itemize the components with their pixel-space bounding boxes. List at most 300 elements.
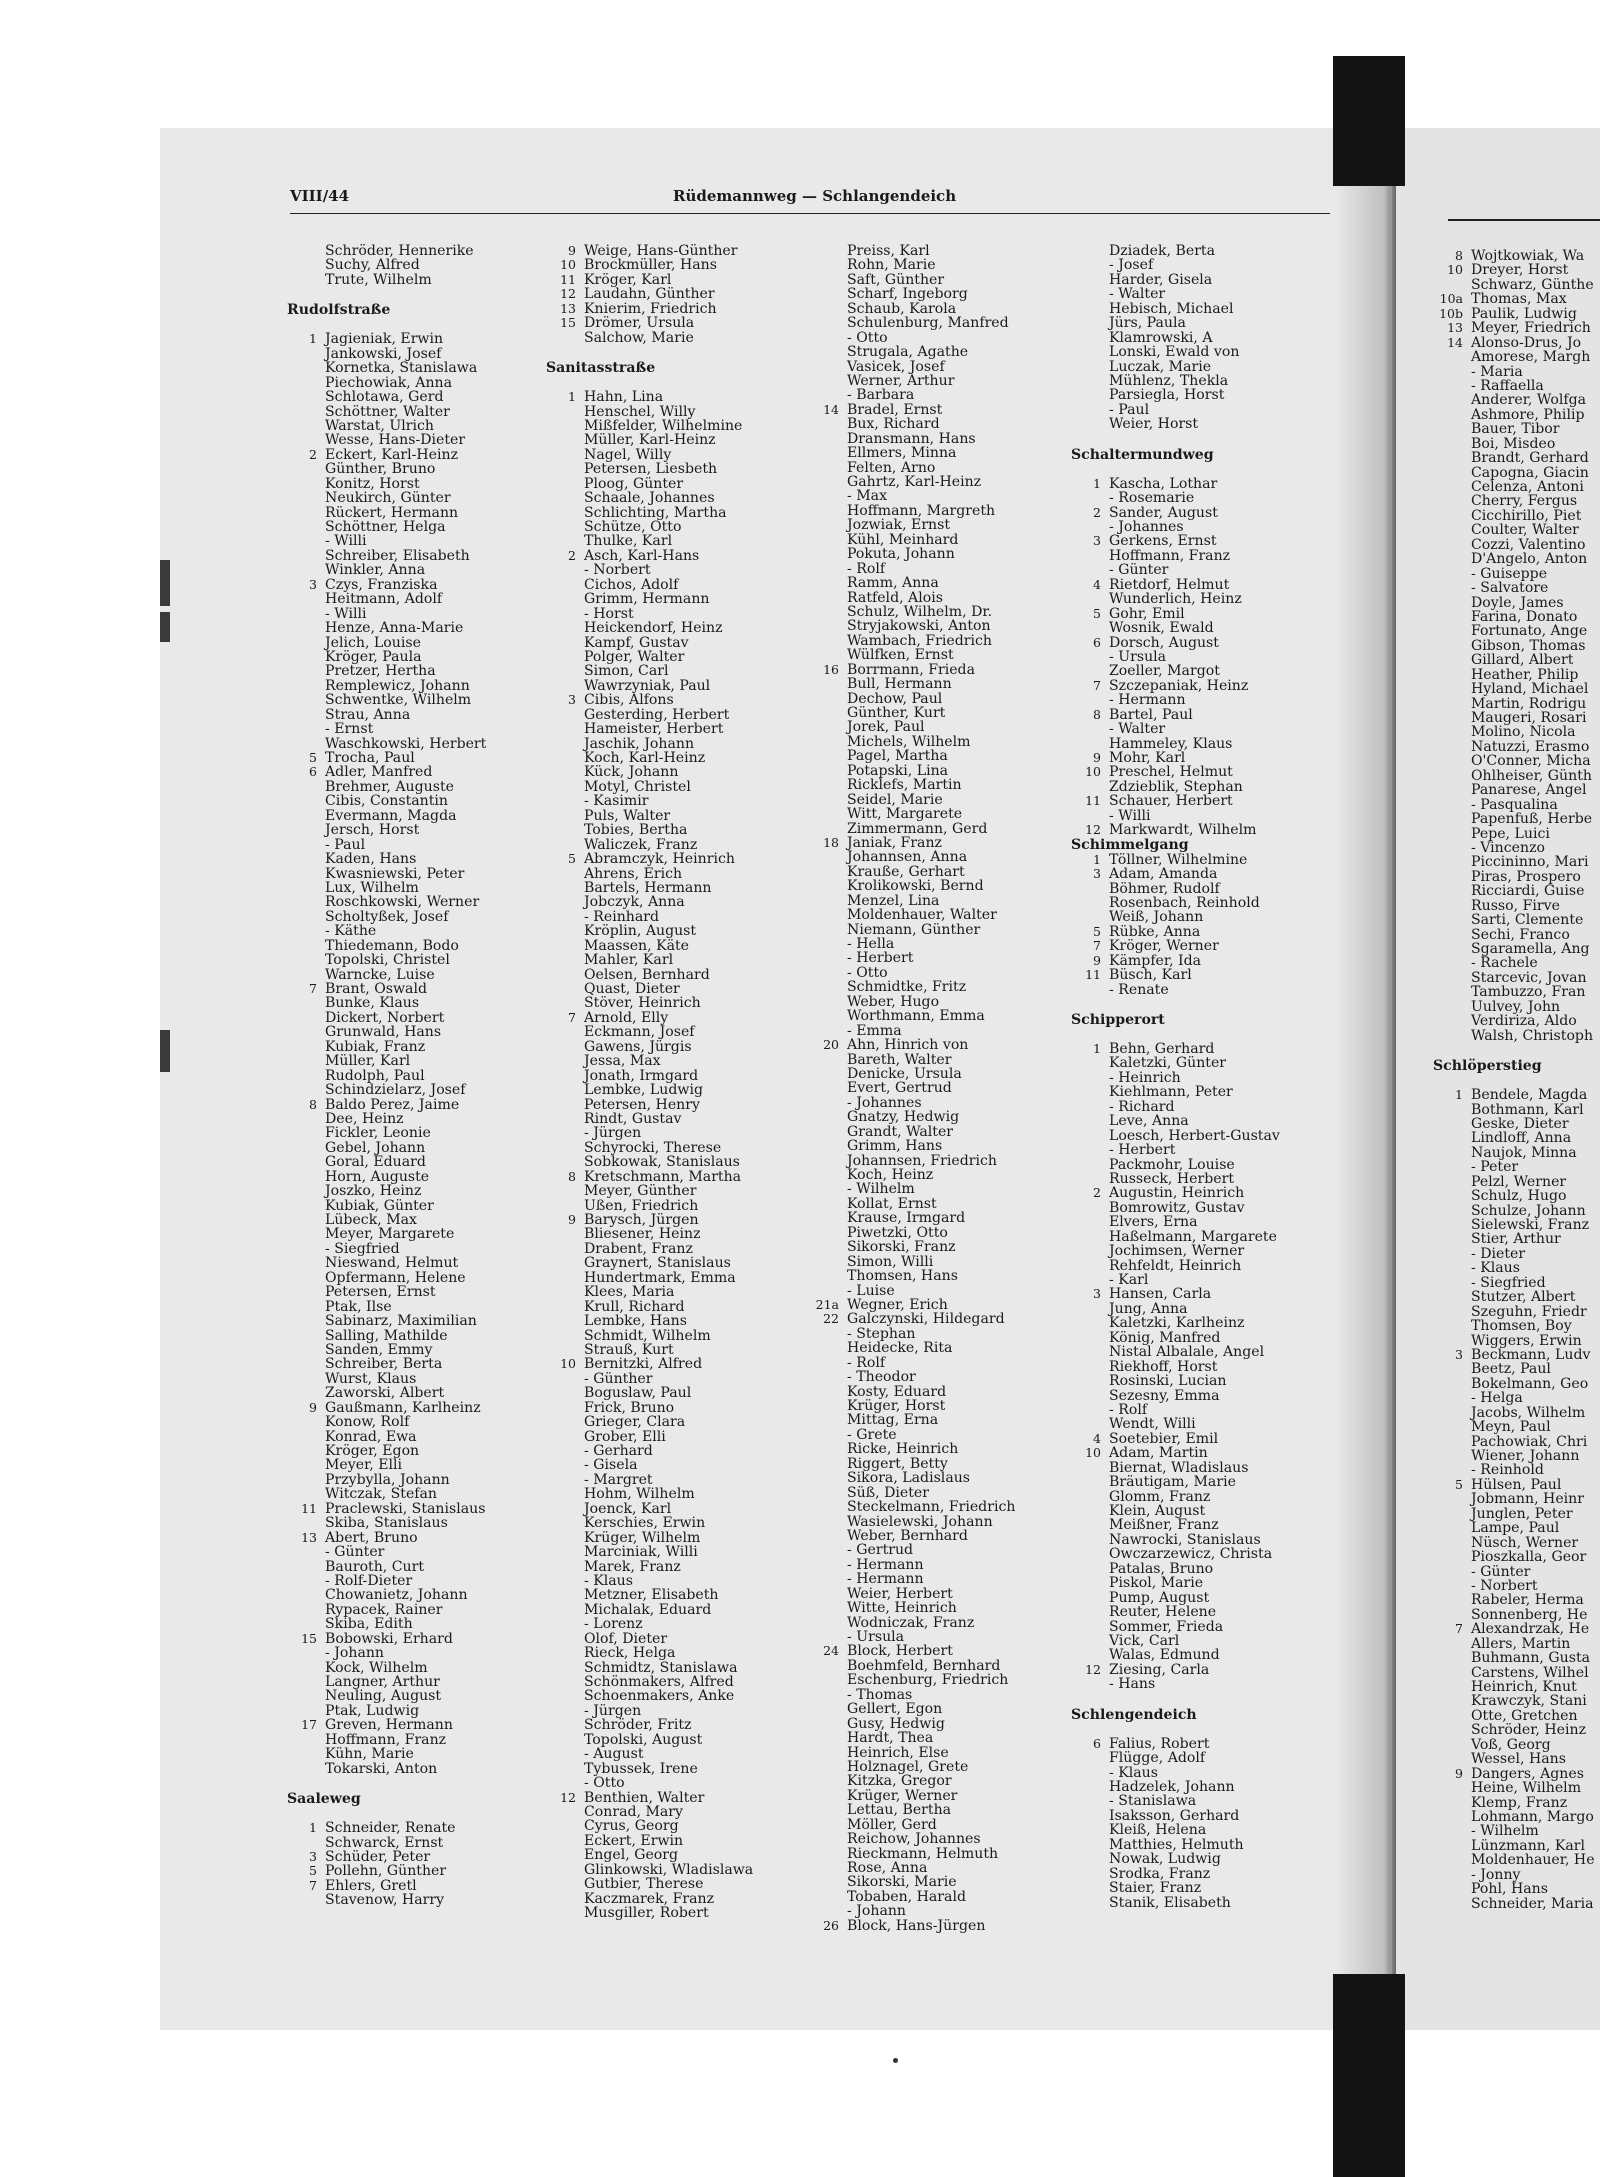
resident-entry: [546, 721, 724, 738]
resident-name: - Johann: [325, 1645, 385, 1662]
resident-entry: [546, 1053, 661, 1070]
resident-entry: [1071, 677, 1249, 694]
resident-entry: [287, 1154, 426, 1171]
resident-entry: [1071, 793, 1233, 810]
resident-name: Laudahn, Günther: [584, 286, 715, 303]
resident-name: - Willi: [325, 533, 367, 550]
resident-name: Rypacek, Rainer: [325, 1601, 443, 1618]
resident-name: Wasielewski, Johann: [847, 1513, 993, 1530]
resident-name: Boguslaw, Paul: [584, 1385, 692, 1402]
resident-entry: [1433, 565, 1548, 582]
resident-name: - Josef: [1109, 257, 1154, 274]
resident-name: Schwarz, Günthe: [1471, 276, 1594, 293]
resident-name: Glinkowski, Wladislawa: [584, 1861, 754, 1878]
resident-name: Tybussek, Irene: [584, 1760, 698, 1777]
resident-name: Kerschies, Erwin: [584, 1515, 706, 1532]
resident-entry: [1433, 1664, 1589, 1681]
resident-entry: [287, 432, 466, 449]
resident-entry: [546, 966, 710, 983]
house-number: 1: [309, 331, 317, 347]
resident-entry: [546, 706, 730, 723]
resident-entry: [546, 533, 673, 550]
resident-entry: [1071, 403, 1214, 417]
resident-name: Felten, Arno: [847, 459, 936, 476]
house-number: 13: [1447, 320, 1463, 336]
resident-name: Suchy, Alfred: [325, 257, 420, 274]
resident-entry: [287, 706, 411, 723]
resident-entry: [1433, 1115, 1569, 1132]
resident-entry: [1433, 1707, 1578, 1724]
resident-name: Gesterding, Herbert: [584, 706, 730, 723]
resident-entry: [287, 519, 446, 535]
resident-name: Schmidt, Wilhelm: [584, 1327, 711, 1344]
resident-entry: [1071, 273, 1214, 287]
resident-name: Gutbier, Therese: [584, 1876, 704, 1893]
resident-name: Gellert, Egon: [847, 1701, 943, 1718]
resident-entry: [1433, 1868, 1542, 1882]
resident-entry: [1433, 406, 1585, 423]
resident-name: Piwetzki, Otto: [847, 1224, 948, 1241]
resident-name: Schauer, Herbert: [1109, 793, 1233, 810]
resident-name: - Hermann: [847, 1556, 924, 1573]
resident-name: Schröder, Heinz: [1471, 1722, 1586, 1739]
resident-name: Klemp, Franz: [1471, 1794, 1568, 1811]
resident-name: Piccininno, Mari: [1471, 854, 1589, 871]
resident-name: Block, Hans-Jürgen: [847, 1917, 986, 1934]
resident-name: Rehfeldt, Heinrich: [1109, 1257, 1242, 1274]
resident-name: - Rolf-Dieter: [325, 1572, 413, 1589]
resident-name: Dechow, Paul: [847, 690, 943, 707]
resident-name: Michalak, Eduard: [584, 1601, 712, 1618]
resident-name: Przybylla, Johann: [325, 1471, 450, 1488]
resident-entry: [1071, 663, 1220, 680]
resident-entry: [546, 243, 738, 259]
resident-name: Piskol, Marie: [1109, 1575, 1204, 1592]
resident-entry: [287, 257, 420, 274]
resident-name: Sikorski, Marie: [847, 1874, 957, 1891]
house-number: 4: [1093, 576, 1101, 592]
resident-name: - Kasimir: [584, 793, 649, 810]
resident-entry: [1433, 637, 1586, 654]
resident-entry: [1433, 1491, 1584, 1508]
house-number: 9: [1455, 1765, 1463, 1781]
resident-name: Petersen, Liesbeth: [584, 461, 718, 478]
resident-name: Zaworski, Albert: [325, 1385, 445, 1402]
resident-name: Scholtyßek, Josef: [325, 908, 449, 925]
resident-name: - Rolf: [847, 560, 886, 577]
resident-entry: [546, 475, 684, 492]
resident-name: Dee, Heinz: [325, 1110, 404, 1127]
resident-name: Glomm, Franz: [1109, 1488, 1211, 1505]
resident-entry: [1071, 954, 1214, 968]
resident-name: - Dieter: [1471, 1245, 1526, 1262]
resident-entry: [287, 764, 433, 781]
page-title: Rüdemannweg — Schlangendeich: [673, 187, 957, 205]
resident-name: Pioszkalla, Geor: [1471, 1549, 1587, 1566]
resident-name: - Günther: [584, 1370, 653, 1387]
resident-entry: [1071, 1504, 1214, 1518]
resident-entry: [287, 722, 390, 736]
house-number: 5: [309, 750, 317, 765]
edge-mark: [160, 612, 170, 642]
resident-name: Hoffmann, Franz: [1109, 547, 1231, 564]
resident-entry: [546, 1458, 655, 1472]
resident-name: Kröger, Werner: [1109, 938, 1219, 955]
resident-entry: [546, 1154, 740, 1171]
resident-entry: [1071, 344, 1240, 361]
house-number: 10: [1085, 764, 1101, 780]
resident-entry: [1433, 710, 1587, 726]
resident-name: Neukirch, Günter: [325, 490, 451, 507]
resident-name: Cichos, Adolf: [584, 576, 679, 593]
resident-entry: [1433, 1404, 1586, 1421]
resident-name: Gusy, Hedwig: [847, 1715, 945, 1732]
resident-entry: [1433, 681, 1589, 698]
resident-name: - Johann: [847, 1903, 907, 1920]
resident-name: Drabent, Franz: [584, 1240, 693, 1257]
resident-entry: [1071, 475, 1218, 492]
resident-name: - Emma: [847, 1022, 902, 1039]
house-number: 24: [823, 1643, 839, 1659]
resident-name: Preiss, Karl: [847, 243, 930, 259]
resident-entry: [287, 1125, 431, 1142]
resident-name: Asch, Karl-Hans: [584, 547, 700, 564]
resident-entry: [546, 995, 701, 1012]
resident-name: Kück, Johann: [584, 764, 679, 781]
resident-entry: [1433, 767, 1592, 784]
resident-entry: [1433, 580, 1549, 597]
resident-name: Voß, Georg: [1471, 1736, 1551, 1753]
resident-entry: [287, 1428, 417, 1445]
house-number: 5: [1093, 923, 1101, 939]
resident-entry: [546, 1500, 672, 1517]
resident-name: Horn, Auguste: [325, 1168, 430, 1185]
resident-name: Eckert, Karl-Heinz: [325, 446, 459, 463]
resident-entry: [1071, 1071, 1214, 1085]
resident-entry: [287, 692, 472, 709]
resident-name: Stryjakowski, Anton: [847, 618, 991, 635]
resident-entry: [287, 475, 420, 492]
resident-entry: [1433, 1837, 1585, 1854]
resident-name: Markwardt, Wilhelm: [1109, 822, 1257, 839]
resident-entry: [1071, 1751, 1214, 1765]
house-number: 1: [1093, 851, 1101, 867]
resident-name: Schulz, Wilhelm, Dr.: [847, 603, 993, 620]
resident-entry: [546, 865, 683, 882]
resident-entry: [546, 908, 660, 925]
house-number: 7: [568, 1009, 576, 1025]
resident-entry: [546, 1110, 682, 1127]
resident-entry: [546, 735, 695, 752]
resident-entry: [546, 1298, 685, 1315]
resident-entry: [287, 1110, 404, 1127]
resident-name: Beetz, Paul: [1471, 1361, 1551, 1378]
resident-entry: [287, 1572, 413, 1589]
resident-name: Kröger, Egon: [325, 1443, 420, 1459]
resident-name: Praclewski, Stanislaus: [325, 1500, 486, 1517]
house-number: 7: [1455, 1621, 1463, 1637]
resident-name: Schröder, Fritz: [584, 1717, 692, 1734]
resident-name: Bernitzki, Alfred: [584, 1356, 703, 1373]
resident-entry: [1433, 1231, 1561, 1248]
resident-entry: [1071, 1446, 1214, 1460]
resident-name: Paulik, Ludwig: [1471, 305, 1577, 322]
resident-name: - Theodor: [847, 1369, 916, 1386]
resident-name: Bauer, Tibor: [1471, 421, 1560, 438]
resident-entry: [1071, 1562, 1214, 1576]
resident-name: Krüger, Horst: [847, 1398, 946, 1414]
resident-name: Töllner, Wilhelmine: [1109, 851, 1248, 868]
resident-name: Günther, Bruno: [325, 461, 436, 478]
resident-name: Ziesing, Carla: [1109, 1661, 1210, 1678]
resident-name: Adam, Martin: [1109, 1445, 1208, 1462]
resident-entry: [287, 1587, 468, 1604]
resident-name: Schyrocki, Therese: [584, 1139, 722, 1156]
resident-name: - Norbert: [584, 562, 651, 579]
resident-entry: [287, 807, 457, 824]
resident-name: Sanden, Emmy: [325, 1341, 433, 1358]
resident-entry: [1071, 1459, 1249, 1476]
resident-entry: [287, 1834, 444, 1851]
resident-name: Cyrus, Georg: [584, 1818, 679, 1835]
resident-name: Lembke, Hans: [584, 1313, 687, 1330]
resident-name: Simon, Willi: [847, 1253, 934, 1270]
resident-entry: [287, 1702, 420, 1719]
resident-entry: [1071, 1185, 1245, 1202]
resident-name: Joenck, Karl: [584, 1500, 672, 1517]
resident-entry: [546, 1009, 669, 1026]
resident-name: Schröder, Hennerike: [325, 243, 474, 259]
resident-name: Soetebier, Emil: [1109, 1430, 1219, 1447]
resident-entry: [1433, 507, 1582, 524]
resident-entry: [546, 1645, 676, 1662]
resident-name: Gahrtz, Karl-Heinz: [847, 474, 982, 490]
resident-entry: [287, 1746, 414, 1763]
resident-name: - Paul: [325, 836, 366, 853]
resident-entry: [287, 1284, 436, 1301]
resident-entry: [1071, 693, 1214, 707]
resident-name: - Peter: [1471, 1159, 1519, 1176]
resident-entry: [546, 1240, 693, 1257]
resident-entry: [287, 389, 444, 406]
resident-name: Geske, Dieter: [1471, 1115, 1569, 1132]
resident-name: Haßelmann, Margarete: [1109, 1228, 1277, 1245]
resident-name: Dorsch, August: [1109, 634, 1219, 651]
resident-name: Borrmann, Frieda: [847, 661, 975, 678]
resident-name: Heinrich, Else: [847, 1744, 949, 1761]
resident-entry: [287, 1341, 433, 1358]
resident-name: Schulenburg, Manfred: [847, 315, 1009, 332]
resident-name: Krull, Richard: [584, 1298, 685, 1315]
resident-entry: [546, 271, 672, 288]
resident-name: - Walter: [1109, 721, 1166, 738]
resident-entry: [287, 1558, 425, 1575]
resident-entry: [287, 1646, 390, 1660]
resident-entry: [1433, 320, 1591, 337]
house-number: 10: [560, 257, 576, 273]
resident-entry: [287, 1240, 400, 1257]
resident-entry: [287, 1820, 456, 1837]
resident-name: Lampe, Paul: [1471, 1520, 1560, 1537]
resident-name: D'Angelo, Anton: [1471, 551, 1588, 568]
resident-name: Amorese, Margh: [1471, 349, 1591, 366]
resident-entry: [546, 300, 717, 317]
resident-name: Worthmann, Emma: [847, 1008, 985, 1025]
resident-name: Sikorski, Franz: [847, 1239, 956, 1256]
resident-name: Wiggers, Erwin: [1471, 1332, 1582, 1349]
resident-name: Dangers, Agnes: [1471, 1765, 1584, 1782]
resident-entry: [1071, 331, 1214, 345]
resident-name: Witt, Margarete: [847, 806, 963, 823]
resident-name: Lübeck, Max: [325, 1212, 417, 1228]
house-number: 10: [560, 1356, 576, 1372]
resident-entry: [1071, 1591, 1214, 1605]
resident-entry: [1433, 1217, 1590, 1233]
resident-name: Waliczek, Franz: [584, 836, 698, 853]
resident-name: Bux, Richard: [847, 416, 940, 433]
resident-entry: [287, 1760, 438, 1777]
resident-name: Hoffmann, Margreth: [847, 502, 996, 519]
resident-name: Ricciardi, Guise: [1471, 883, 1585, 900]
resident-entry: [287, 750, 415, 766]
resident-entry: [287, 1385, 445, 1402]
house-number: 1: [568, 389, 576, 405]
resident-entry: [1433, 522, 1579, 539]
resident-name: Jobmann, Heinr: [1471, 1491, 1584, 1508]
resident-entry: [546, 952, 674, 969]
resident-name: Hyland, Michael: [1471, 681, 1589, 698]
resident-name: - Helga: [1471, 1390, 1523, 1407]
resident-name: Warstat, Ulrich: [325, 417, 434, 434]
resident-entry: [546, 417, 743, 434]
resident-entry: [1433, 1794, 1568, 1811]
resident-name: Krawczyk, Stani: [1471, 1693, 1587, 1710]
house-number: 7: [1093, 938, 1101, 954]
resident-entry: [287, 1082, 466, 1099]
resident-name: Lohmann, Margo: [1471, 1808, 1594, 1825]
resident-entry: [287, 1255, 459, 1272]
resident-name: Pohl, Hans: [1471, 1881, 1548, 1898]
resident-name: Ahn, Hinrich von: [847, 1037, 969, 1054]
resident-entry: [1433, 392, 1587, 409]
resident-name: Henschel, Willy: [584, 403, 696, 420]
resident-name: Wodniczak, Franz: [847, 1614, 975, 1631]
resident-entry: [546, 1659, 738, 1676]
resident-entry: [1433, 1549, 1587, 1566]
resident-name: Farina, Donato: [1471, 608, 1578, 625]
resident-name: - Lorenz: [584, 1616, 643, 1633]
resident-entry: [287, 1731, 447, 1748]
resident-entry: [1071, 1302, 1214, 1316]
resident-name: Denicke, Ursula: [847, 1065, 962, 1082]
resident-entry: [1071, 316, 1214, 330]
resident-name: Strugala, Agathe: [847, 344, 969, 361]
resident-entry: [1433, 1130, 1572, 1147]
resident-name: Schönmakers, Alfred: [584, 1674, 734, 1690]
resident-name: Sander, August: [1109, 504, 1218, 521]
resident-name: Sgaramella, Ang: [1471, 941, 1590, 957]
resident-name: Reichow, Johannes: [847, 1831, 981, 1848]
resident-name: Mühlenz, Thekla: [1109, 372, 1229, 389]
resident-name: Rohn, Marie: [847, 257, 936, 274]
resident-name: Isaksson, Gerhard: [1109, 1807, 1240, 1824]
resident-name: Waschkowski, Herbert: [325, 735, 487, 752]
resident-entry: [1071, 1490, 1214, 1504]
resident-name: - Günter: [325, 1544, 385, 1561]
resident-name: Heickendorf, Heinz: [584, 620, 723, 637]
resident-name: Stutzer, Albert: [1471, 1289, 1576, 1306]
resident-entry: [546, 1747, 655, 1761]
resident-name: Gibson, Thomas: [1471, 637, 1586, 654]
resident-name: Bunke, Klaus: [325, 995, 420, 1012]
resident-name: Stanik, Elisabeth: [1109, 1894, 1231, 1911]
resident-entry: [287, 607, 390, 621]
resident-entry: [546, 403, 696, 420]
resident-entry: [287, 1096, 460, 1113]
resident-entry: [1071, 1228, 1277, 1245]
resident-name: - Pasqualina: [1471, 796, 1558, 813]
directory-column-5: [1433, 248, 1595, 1912]
directory-column-4: [1071, 243, 1280, 1911]
resident-name: Bräutigam, Marie: [1109, 1474, 1236, 1491]
resident-entry: [546, 1082, 703, 1099]
resident-entry: [546, 1341, 674, 1358]
resident-entry: [546, 1704, 655, 1718]
resident-name: - Max: [847, 488, 888, 505]
resident-name: - Jürgen: [584, 1702, 642, 1719]
resident-entry: [287, 490, 451, 507]
resident-name: Opfermann, Helene: [325, 1269, 466, 1286]
resident-entry: [1433, 551, 1588, 568]
resident-name: Weiß, Johann: [1109, 909, 1204, 926]
resident-entry: [1433, 1579, 1542, 1593]
resident-entry: [1433, 753, 1591, 770]
resident-entry: [546, 836, 698, 853]
resident-name: Cibis, Alfons: [584, 692, 674, 709]
resident-entry: [1433, 1419, 1551, 1436]
resident-name: Kaletzki, Günter: [1109, 1055, 1227, 1072]
resident-name: Krüger, Werner: [847, 1787, 958, 1804]
resident-entry: [546, 648, 685, 665]
resident-name: Parsiegla, Horst: [1109, 387, 1225, 404]
resident-name: - Ursula: [847, 1629, 905, 1645]
resident-name: Konow, Rolf: [325, 1414, 410, 1431]
resident-entry: [287, 937, 459, 954]
resident-entry: [1433, 724, 1576, 741]
resident-name: Pump, August: [1109, 1589, 1210, 1606]
resident-name: Graynert, Stanislaus: [584, 1255, 731, 1272]
resident-name: Rietdorf, Helmut: [1109, 576, 1230, 593]
resident-name: Strau, Anna: [325, 706, 411, 723]
resident-entry: [287, 1515, 448, 1532]
resident-name: Meyer, Friedrich: [1471, 320, 1591, 337]
resident-name: Buhmann, Gusta: [1471, 1650, 1591, 1667]
resident-entry: [1071, 1114, 1214, 1128]
resident-name: Panarese, Angel: [1471, 782, 1587, 799]
resident-entry: [1433, 349, 1591, 366]
resident-name: Lindloff, Anna: [1471, 1130, 1572, 1147]
house-number: 3: [309, 1848, 317, 1864]
resident-name: Ußen, Friedrich: [584, 1197, 699, 1214]
resident-name: Jozwiak, Ernst: [847, 517, 951, 534]
resident-name: Schreiber, Elisabeth: [325, 547, 470, 564]
resident-name: - Horst: [584, 605, 634, 622]
resident-name: Topolski, Christel: [325, 952, 450, 969]
resident-name: Naujok, Minna: [1471, 1144, 1577, 1161]
resident-entry: [287, 1313, 477, 1330]
resident-name: Mittag, Erna: [847, 1412, 939, 1429]
resident-entry: [546, 286, 715, 303]
